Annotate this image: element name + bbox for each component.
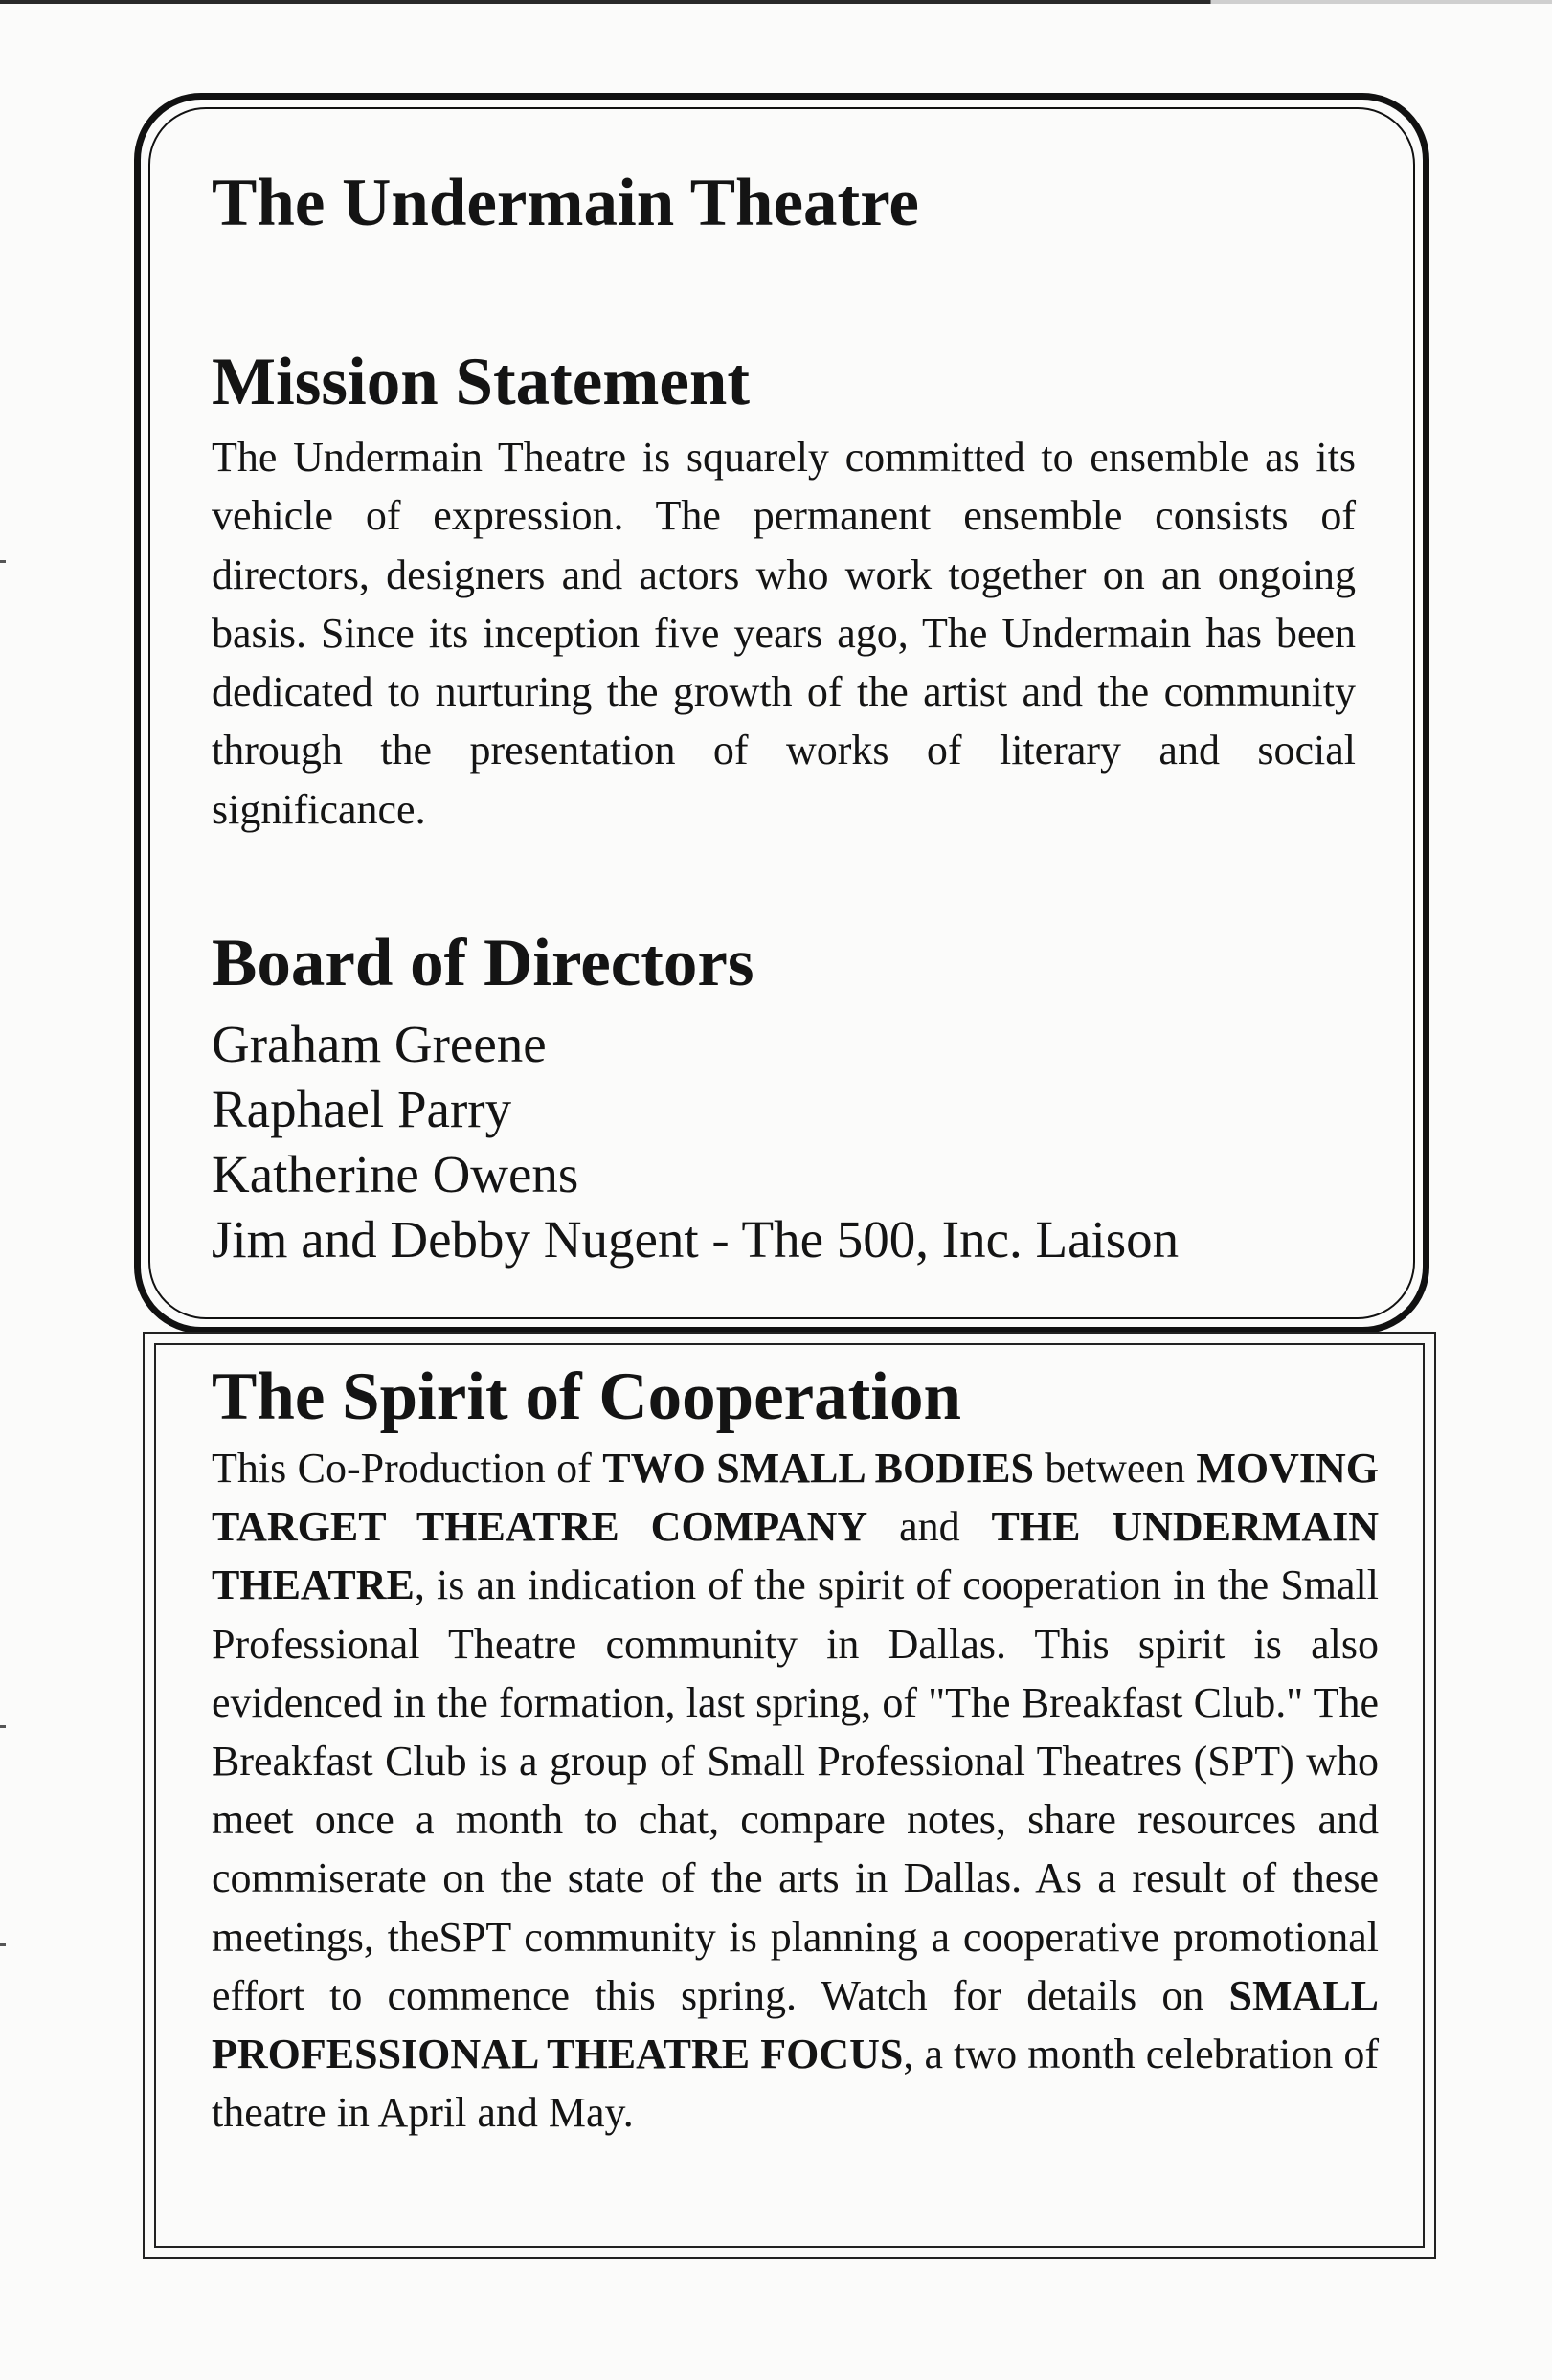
board-member: Katherine Owens <box>212 1145 579 1203</box>
board-member: Raphael Parry <box>212 1080 512 1138</box>
text-run: , is an indication of the spirit of cooperation in the Small Professional Theatre community in Dallas. This spirit is also evidenced in the formation, last spring, of "The Breakfast Club." The Breakfast Club is a group of Small Professional Theatres (SPT) who meet once a month to chat, compare notes, share resources and commiserate on the state of the arts in Dallas. As a result of these meetings, theSPT community is planning a cooperative promotional effort to commence this spring. Watch for details on <box>212 1561 1379 2019</box>
undermain-info-box <box>134 93 1429 1334</box>
cooperation-text <box>212 1439 1379 2142</box>
theatre-name: THE UNDERMAIN THEATRE <box>212 1503 1379 1609</box>
event-name: SMALL PROFESSIONAL THEATRE FOCUS <box>212 1971 1379 2078</box>
company-name: MOVING TARGET THEATRE COMPANY <box>212 1445 1380 1551</box>
text-run: and <box>867 1503 992 1551</box>
top-edge-rule <box>0 0 1552 4</box>
mission-heading: Mission Statement <box>212 345 751 419</box>
play-title: TWO SMALL BODIES <box>602 1445 1034 1492</box>
board-member: Jim and Debby Nugent - The 500, Inc. Laison <box>212 1210 1180 1269</box>
cooperation-box <box>143 1332 1436 2259</box>
board-heading: Board of Directors <box>212 926 754 1000</box>
theatre-title: The Undermain Theatre <box>212 166 919 240</box>
text-run: This Co-Production of <box>212 1445 603 1492</box>
mission-text: The Undermain Theatre is squarely committed to ensemble as its vehicle of expression. The permanent ensemble consists of directors, designers and actors who work together on an ongoing basis. Since its inception five years ago, The Undermain has been dedicated to nurturing the growth of the artist and the community through the presentation of works of literary and social significance. <box>212 434 1356 833</box>
text-run: between <box>1033 1445 1197 1492</box>
cooperation-heading: The Spirit of Cooperation <box>212 1359 961 1434</box>
board-list <box>212 1012 1356 1272</box>
text-run: , a two month celebration of theatre in April and May. <box>212 2031 1379 2137</box>
board-member: Graham Greene <box>212 1015 547 1073</box>
